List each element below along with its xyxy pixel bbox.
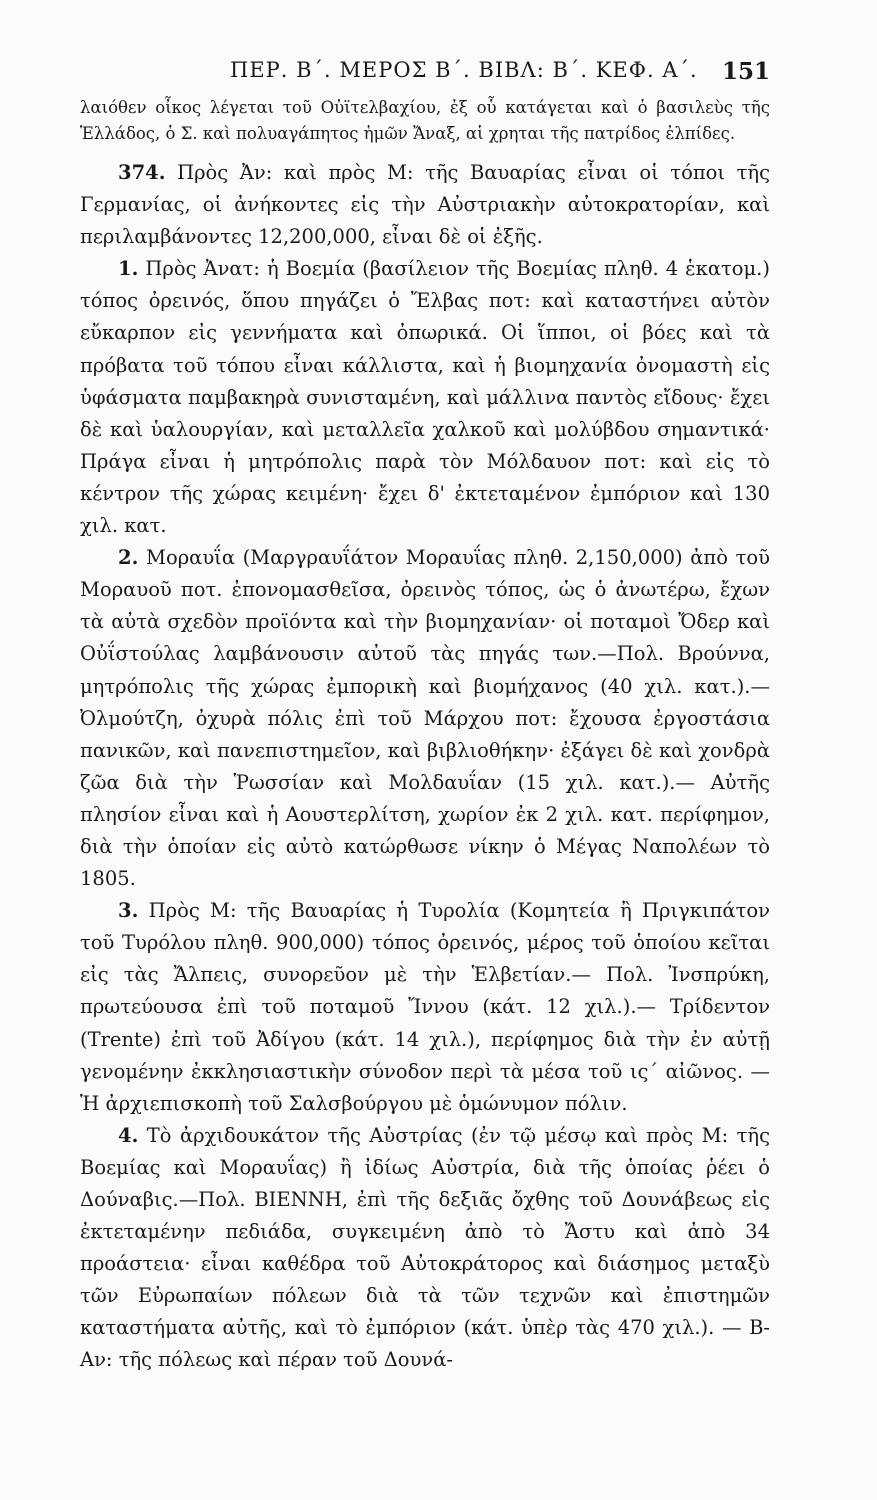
running-head: ΠΕΡ. Β΄. ΜΕΡΟΣ Β΄. ΒΙΒΛ: Β΄. ΚΕΦ. Α΄. [230,58,698,82]
paragraph-text: Πρὸς Ἀν: καὶ πρὸς Μ: τῆς Βαυαρίας εἶναι οἱ τόποι τῆς Γερμανίας, οἱ ἀνήκοντες εἰς τὴν Αὐστριακὴν αὐτοκρατορίαν, καὶ περιλαμβάνοντες 12,200,000, εἶναι δὲ οἱ ἐξῆς. [80,161,770,249]
paragraph-bohemia [80,253,770,542]
paragraph-text: Πρὸς Μ: τῆς Βαυαρίας ἡ Τυρολία (Κομητεία ἢ Πριγκιπάτον τοῦ Τυρόλου πληθ. 900,000) τόπος ὀρεινός, μέρος τοῦ ὁποίου κεῖται εἰς τὰς Ἄλπεις, συνορεῦον μὲ τὴν Ἑλβετίαν.— Πολ. Ἰνσπρύκη, πρωτεύουσα ἐπὶ τοῦ ποταμοῦ Ἴννου (κάτ. 12 χιλ.).— Τρίδεντον (Trente) ἐπὶ τοῦ Ἀδίγου (κάτ. 14 χιλ.), περίφημος διὰ τὴν ἐν αὐτῇ γενομένην ἐκκλησιαστικὴν σύνοδον περὶ τὰ μέσα τοῦ ις΄ αἰῶνος. — Ἡ ἀρχιεπισκοπὴ τοῦ Σαλσβούργου μὲ ὁμώνυμον πόλιν. [80,899,770,1115]
body-text [80,95,770,1377]
paragraph-374 [80,157,770,253]
paragraph-moravia [80,542,770,895]
page-number: 151 [721,58,770,85]
paragraph-text: Τὸ ἀρχιδουκάτον τῆς Αὐστρίας (ἐν τῷ μέσῳ καὶ πρὸς Μ: τῆς Βοεμίας καὶ Μοραυΐας) ἢ ἰδίως Αὐστρία, διὰ τῆς ὁποίας ῥέει ὁ Δούναβις.—Πολ. ΒΙΕΝΝΗ, ἐπὶ τῆς δεξιᾶς ὄχθης τοῦ Δουνάβεως εἰς ἐκτεταμένην πεδιάδα, συγκειμένη ἀπὸ τὸ Ἄστυ καὶ ἀπὸ 34 προάστεια· εἶναι καθέδρα τοῦ Αὐτοκράτορος καὶ διάσημος μεταξὺ τῶν Εὐρωπαίων πόλεων διὰ τὰ τῶν τεχνῶν καὶ ἐπιστημῶν καταστήματα αὐτῆς, καὶ τὸ ἐμπόριον (κάτ. ὑπὲρ τὰς 470 χιλ.). — Β-Αν: τῆς πόλεως καὶ πέραν τοῦ Δουνά- [80,1123,770,1372]
paragraph-tyrol [80,895,770,1120]
item-number: 1. [118,257,139,281]
item-number: 3. [118,899,139,923]
paragraph-text: λαιόθεν οἶκος λέγεται τοῦ Οὐϊτελβαχίου, ἐξ οὗ κατάγεται καὶ ὁ βασιλεὺς τῆς Ἑλλάδος, ὁ Σ. καὶ πολυαγάπητος ἡμῶν Ἄναξ, αἱ χρηται τῆς πατρίδος ἐλπίδες. [80,98,770,143]
paragraph-text: Πρὸς Ἀνατ: ἡ Βοεμία (βασίλειον τῆς Βοεμίας πληθ. 4 ἑκατομ.) τόπος ὀρεινός, ὅπου πηγάζει ὁ Ἔλβας ποτ: καὶ καταστήνει αὐτὸν εὔκαρπον εἰς γεννήματα καὶ ὀπωρικά. Οἱ ἵπποι, οἱ βόες καὶ τὰ πρόβατα τοῦ τόπου εἶναι κάλλιστα, καὶ ἡ βιομηχανία ὀνομαστὴ εἰς ὑφάσματα παμβακηρὰ συνισταμένη, καὶ μάλλινα παντὸς εἴδους· ἔχει δὲ καὶ ὑαλουργίαν, καὶ μεταλλεῖα χαλκοῦ καὶ μολύβδου σημαντικά· Πράγα εἶναι ἡ μητρόπολις παρὰ τὸν Μόλδαυον ποτ: καὶ εἰς τὸ κέντρον τῆς χώρας κειμένη· ἔχει δ' ἐκτεταμένον ἐμπόριον καὶ 130 χιλ. κατ. [80,257,770,538]
paragraph-continuation [80,95,770,147]
item-number: 4. [118,1123,139,1147]
section-number: 374. [118,161,166,184]
page-header [80,58,770,92]
paragraph-austria [80,1120,770,1377]
item-number: 2. [118,546,139,570]
paragraph-text: Μοραυΐα (Μαργραυΐάτον Μοραυΐας πληθ. 2,150,000) ἀπὸ τοῦ Μοραυοῦ ποτ. ἐπονομασθεῖσα, ὀρεινὸς τόπος, ὡς ὁ ἀνωτέρω, ἔχων τὰ αὐτὰ σχεδὸν προϊόντα καὶ τὴν βιομηχανίαν· οἱ ποταμοὶ Ὄδερ καὶ Οὐΐστούλας λαμβάνουσιν αὐτοῦ τὰς πηγάς των.—Πολ. Βρούννα, μητρόπολις τῆς χώρας ἐμπορικὴ καὶ βιομήχανος (40 χιλ. κατ.).—Ὀλμούτζη, ὀχυρὰ πόλις ἐπὶ τοῦ Μάρχου ποτ: ἔχουσα ἐργοστάσια πανικῶν, καὶ πανεπιστημεῖον, καὶ βιβλιοθήκην· ἐξάγει δὲ καὶ χονδρὰ ζῶα διὰ τὴν Ῥωσσίαν καὶ Μολδαυΐαν (15 χιλ. κατ.).— Αὐτῆς πλησίον εἶναι καὶ ἡ Αουστερλίτση, χωρίον ἐκ 2 χιλ. κατ. περίφημον, διὰ τὴν ὁποίαν εἰς αὐτὸ κατώρθωσε νίκην ὁ Μέγας Ναπολέων τὸ 1805. [80,546,770,891]
